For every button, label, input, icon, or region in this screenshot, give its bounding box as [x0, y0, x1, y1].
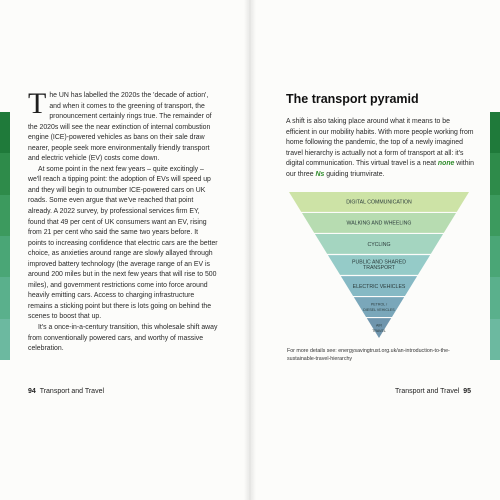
edge-strip-segment: [490, 319, 500, 360]
paragraph-1: [28, 87, 218, 165]
pyramid-level: [367, 318, 391, 338]
paragraph-2: At some point in the next few years – quite excitingly – we'll reach a tipping point: the adoption of EVs will speed up and they will begin to outnumber ICE-powered cars on UK roads. Some even argue that we've reached that point already. A 2022 survey, by professional services firm EY, found that 49 per cent of UK consumers want an EV, rising from 21 per cent who said the same two years before. It points to increasing confidence that electric cars are the better choice, as anxieties around range are slowly allayed through improved battery technology (the average range of an EV is around 200 miles but in the next few years that will rise to 500 miles), and government restrictions come into force around heavily emitting cars. Access to charging infrastructure remains a sticking point but there is lots going on behind the scenes to boost that up.: [28, 165, 218, 321]
edge-strip-segment: [490, 236, 500, 277]
right-folio: [395, 388, 471, 395]
pyramid-level: [354, 297, 404, 317]
drop-cap: T: [28, 87, 47, 120]
left-page-number: 94: [28, 388, 36, 395]
edge-strip-segment: [0, 153, 10, 194]
intro-highlight-ns: Ns: [315, 170, 325, 178]
paragraph-3: It's a once-in-a-century transition, this wholesale shift away from conventionally powered cars, and worthy of massive celebration.: [28, 324, 218, 353]
intro-text-3: guiding triumvirate.: [324, 170, 385, 178]
pyramid-level-label: TRAVEL: [372, 329, 386, 334]
right-edge-color-strip: [490, 112, 500, 360]
paragraph-1-text: he UN has labelled the 2020s the 'decade of action', and when it comes to the greening of transport, the pronouncement certainly rings true. The remainder of the 2020s will see the near extinction of internal combustion engine (ICE)-powered vehicles as bans on their sale draw nearer, people seek more environmentally friendly transport and electric vehicle (EV) costs come down.: [28, 92, 212, 163]
transport-pyramid: [289, 192, 469, 340]
pyramid-level-label: PETROL /: [370, 302, 388, 307]
pyramid-level-label: DIGITAL COMMUNICATION: [346, 199, 412, 206]
edge-strip-segment: [490, 195, 500, 236]
edge-strip-segment: [0, 277, 10, 318]
right-page-number: 95: [463, 388, 471, 395]
pyramid-level-label: AIR: [376, 323, 382, 328]
pyramid-level-label: WALKING AND WHEELING: [346, 220, 412, 227]
edge-strip-segment: [490, 277, 500, 318]
left-body-text: [28, 87, 218, 355]
left-page: [0, 0, 248, 500]
details-note: For more details see: energysavingtrust.org.uk/an-introduction-to-the-sustainable-travel-hierarchy: [287, 348, 450, 362]
pyramid-level-label: TRANSPORT: [363, 265, 395, 272]
left-running-title: Transport and Travel: [39, 388, 105, 395]
intro-paragraph: [286, 117, 474, 180]
intro-text-2: within our three: [286, 160, 474, 178]
pyramid-level-label: PUBLIC AND SHARED: [352, 259, 406, 266]
pyramid-level-label: ELECTRIC VEHICLES: [352, 283, 406, 290]
intro-highlight-none: none: [437, 160, 455, 167]
section-title: The transport pyramid: [286, 92, 419, 106]
left-edge-color-strip: [0, 112, 10, 360]
edge-strip-segment: [490, 153, 500, 194]
intro-text-1: A shift is also taking place around what it means to be efficient in our mobility habits. With more people working from home following the pandemic, the top of a newly imagined travel hierarchy is actually not a form of transport at all: it's digital communication. This virtual travel is a neat: [286, 118, 474, 167]
edge-strip-segment: [0, 319, 10, 360]
left-folio: [28, 388, 104, 395]
edge-strip-segment: [490, 112, 500, 153]
right-running-title: Transport and Travel: [394, 388, 460, 395]
pyramid-level-label: DIESEL VEHICLES: [363, 308, 395, 313]
edge-strip-segment: [0, 236, 10, 277]
edge-strip-segment: [0, 195, 10, 236]
pyramid-level-label: CYCLING: [367, 241, 391, 248]
book-gutter: [244, 0, 256, 500]
edge-strip-segment: [0, 112, 10, 153]
